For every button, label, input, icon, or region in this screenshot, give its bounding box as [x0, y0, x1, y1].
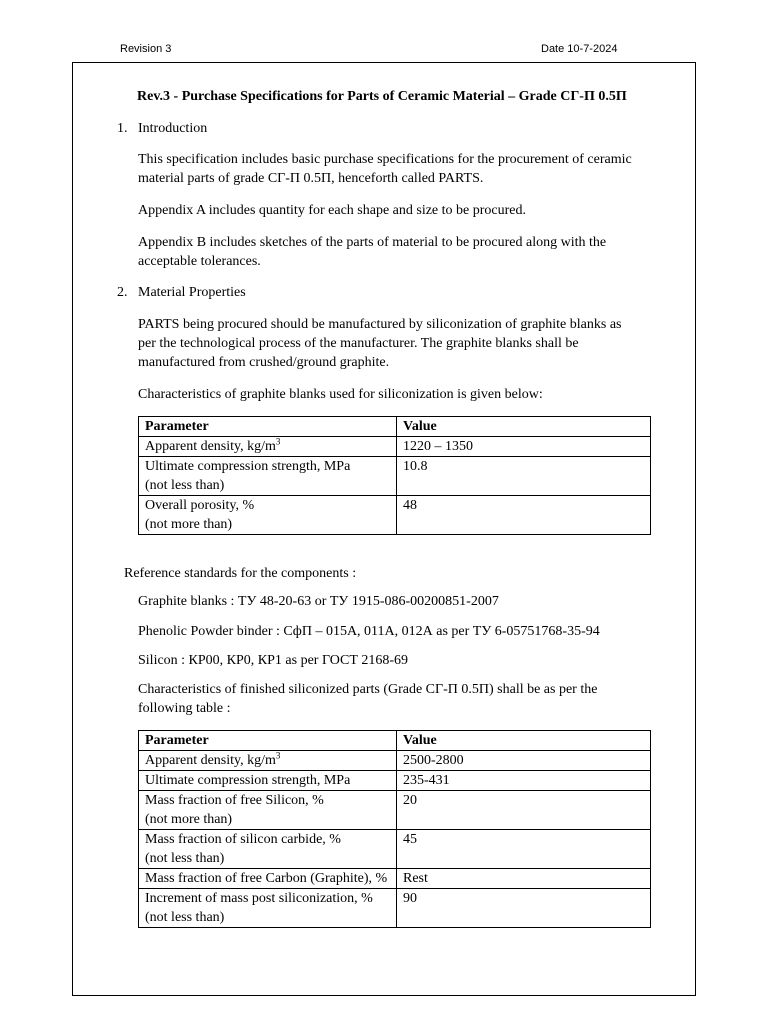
- value-cell: 20: [397, 791, 651, 830]
- value-cell: 1220 – 1350: [397, 437, 651, 457]
- value-cell: 235-431: [397, 771, 651, 791]
- parameter-cell: Mass fraction of free Carbon (Graphite), %: [139, 869, 397, 889]
- reference-silicon: Silicon : КР00, КР0, КР1 as per ГОСТ 2168-69: [138, 653, 409, 668]
- value-cell: Rest: [397, 869, 651, 889]
- revision-label: Revision 3: [120, 43, 172, 55]
- value-cell: 90: [397, 889, 651, 928]
- table-row: [139, 889, 651, 928]
- parameter-cell: Mass fraction of silicon carbide, % (not less than): [139, 830, 397, 869]
- value-cell: 48: [397, 496, 651, 535]
- table-row: [139, 791, 651, 830]
- material-paragraph-1-line-1: PARTS being procured should be manufactured by siliconization of graphite blanks as: [138, 317, 622, 332]
- column-header-parameter: Parameter: [139, 731, 397, 751]
- material-paragraph-1-line-2: per the technological process of the manufacturer. The graphite blanks shall be: [138, 336, 579, 351]
- document-title: Rev.3 - Purchase Specifications for Parts of Ceramic Material – Grade СГ-П 0.5П: [137, 89, 627, 104]
- table-row: [139, 496, 651, 535]
- material-paragraph-1-line-3: manufactured from crushed/ground graphite.: [138, 355, 390, 370]
- intro-paragraph-1-line-1: This specification includes basic purchase specifications for the procurement of ceramic: [138, 152, 632, 167]
- table-row: [139, 771, 651, 791]
- parameter-cell: Ultimate compression strength, MPa (not less than): [139, 457, 397, 496]
- section-2-heading: Material Properties: [138, 285, 246, 300]
- finished-parts-table: [138, 730, 651, 928]
- intro-paragraph-1-line-2: material parts of grade СГ-П 0.5П, henceforth called PARTS.: [138, 171, 484, 186]
- table-row: [139, 751, 651, 771]
- table-header-row: [139, 417, 651, 437]
- value-cell: 45: [397, 830, 651, 869]
- reference-graphite-blanks: Graphite blanks : ТУ 48-20-63 or ТУ 1915-086-00200851-2007: [138, 594, 499, 609]
- intro-paragraph-3-line-1: Appendix B includes sketches of the parts of material to be procured along with the: [138, 235, 607, 250]
- parameter-cell: Increment of mass post siliconization, % (not less than): [139, 889, 397, 928]
- parameter-cell: Ultimate compression strength, MPa: [139, 771, 397, 791]
- section-2-number: 2.: [117, 285, 128, 300]
- graphite-blanks-table: [138, 416, 651, 535]
- table-row: [139, 830, 651, 869]
- column-header-value: Value: [397, 731, 651, 751]
- finished-parts-line-2: following table :: [138, 701, 231, 716]
- intro-paragraph-2: Appendix A includes quantity for each shape and size to be procured.: [138, 203, 526, 218]
- table-row: [139, 869, 651, 889]
- table-row: [139, 437, 651, 457]
- intro-paragraph-3-line-2: acceptable tolerances.: [138, 254, 261, 269]
- parameter-cell: Overall porosity, % (not more than): [139, 496, 397, 535]
- value-cell: 2500-2800: [397, 751, 651, 771]
- section-1-number: 1.: [117, 121, 128, 136]
- date-label: Date 10-7-2024: [541, 43, 618, 55]
- table-header-row: [139, 731, 651, 751]
- reference-phenolic-binder: Phenolic Powder binder : СфП – 015А, 011А, 012А as per ТУ 6-05751768-35-94: [138, 624, 600, 639]
- column-header-value: Value: [397, 417, 651, 437]
- value-cell: 10.8: [397, 457, 651, 496]
- material-paragraph-2: Characteristics of graphite blanks used for siliconization is given below:: [138, 387, 543, 402]
- parameter-cell: Apparent density, $kg/m^3$: [139, 751, 397, 771]
- parameter-cell: Mass fraction of free Silicon, % (not more than): [139, 791, 397, 830]
- finished-parts-line-1: Characteristics of finished siliconized parts (Grade СГ-П 0.5П) shall be as per the: [138, 682, 598, 697]
- column-header-parameter: Parameter: [139, 417, 397, 437]
- section-1-heading: Introduction: [138, 121, 208, 136]
- reference-standards-intro: Reference standards for the components :: [124, 566, 357, 581]
- table-row: [139, 457, 651, 496]
- parameter-cell: Apparent density, $kg/m^3$: [139, 437, 397, 457]
